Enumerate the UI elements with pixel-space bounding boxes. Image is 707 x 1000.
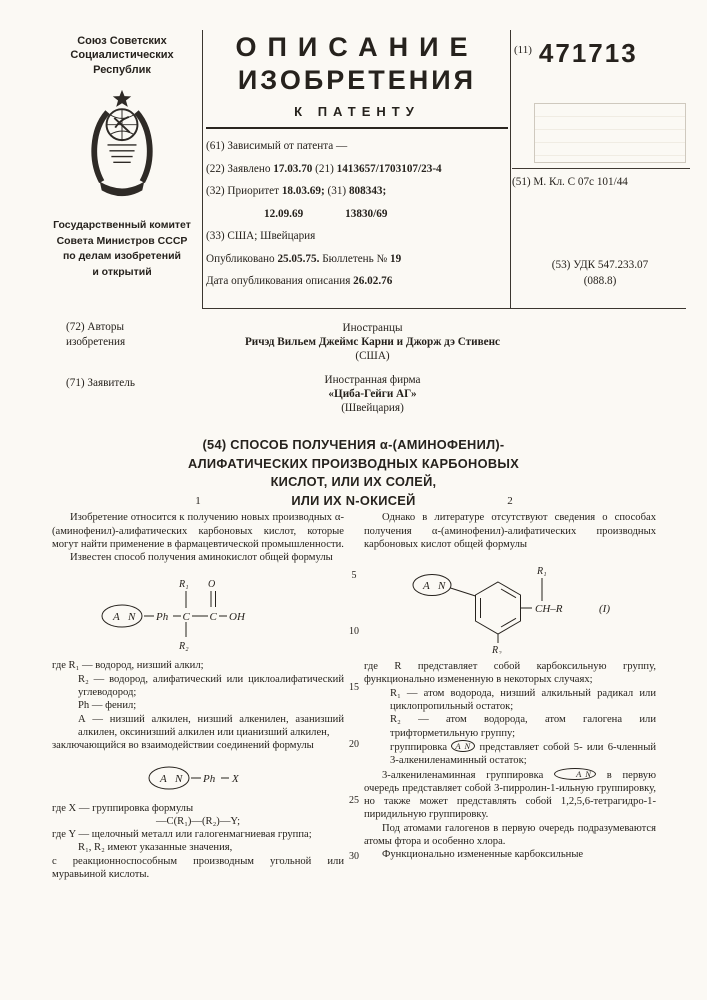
formula-r1-label: R₁	[536, 566, 547, 578]
formula-n-label: N	[127, 611, 135, 624]
biblio-text: Опубликовано	[206, 252, 278, 265]
definition-grouping	[364, 740, 656, 768]
formula-r1-label: R₁	[178, 579, 189, 591]
header-center-block	[206, 32, 508, 298]
biblio-value: 1413657/1703107/23-4	[336, 162, 442, 175]
line-number-20: 20	[349, 739, 359, 750]
biblio-text: (31)	[324, 185, 349, 197]
formula-c1-label: C	[182, 611, 190, 624]
authors-label: (72) Авторы изобретения	[66, 321, 126, 349]
body-column-2	[364, 495, 656, 862]
paragraph: Изобретение относится к получению новых производных α-(аминофенил)-алифатических карбоновых кислот, которые могут найти применение в фармацевтической промышленности.	[52, 512, 344, 550]
header-right-block	[514, 38, 690, 69]
formula-1-graphic	[96, 571, 301, 653]
ussr-emblem	[44, 87, 200, 206]
udk-line-1: (53) УДК 547.233.07	[551, 259, 649, 271]
stamp-box	[534, 103, 686, 163]
classification-line: (51) М. Кл. С 07с 101/44	[512, 168, 690, 188]
formula-r2-label: R₂	[178, 641, 189, 653]
biblio-row-32b	[206, 208, 508, 220]
formula-3-graphic	[403, 558, 618, 654]
udk-block	[514, 258, 686, 289]
chemical-formula-1	[52, 571, 344, 653]
formula-number-label: (I)	[598, 603, 610, 616]
biblio-text: (22) Заявлено	[206, 162, 274, 175]
line-number-15: 15	[349, 682, 359, 693]
applicant-name: «Циба-Гейги АГ»	[328, 388, 417, 400]
paragraph: с реакционноспособным производным угольной или муравьиной кислоты.	[52, 855, 344, 881]
paragraph	[364, 768, 656, 822]
a-n-oval-icon: A N	[554, 768, 596, 780]
formula-oh-label: OH	[228, 611, 245, 624]
biblio-text: (21)	[312, 162, 337, 175]
formula-n-label: N	[175, 772, 183, 785]
line-number-10: 10	[349, 626, 359, 637]
union-header-text: Союз Советских Социалистических Республик	[70, 35, 174, 76]
definition: где Y — щелочный металл или галогенмагниевая группа;	[52, 829, 312, 841]
biblio-row-61	[206, 140, 508, 152]
biblio-value: 18.03.69;	[281, 185, 325, 197]
header-divider-right	[510, 30, 511, 308]
authors-foreign-label: Иностранцы	[342, 322, 403, 334]
doc-type-line-2: ИЗОБРЕТЕНИЯ	[237, 65, 477, 95]
biblio-text: Бюллетень №	[319, 252, 391, 265]
definition: R₁ — атом водорода, низший алкильный радикал или циклопропильный остаток;	[390, 687, 656, 713]
biblio-text: (61) Зависимый от патента —	[206, 140, 348, 152]
applicant-country: (Швейцария)	[341, 402, 404, 414]
formula-ph-label: Ph	[203, 772, 216, 785]
applicant-label: (71) Заявитель	[66, 377, 135, 389]
header-left-block	[44, 34, 200, 281]
text-segment: группировка	[390, 741, 452, 753]
formula-inline: —C(R₁)—(R₂)—Y;	[155, 815, 241, 827]
paragraph: заключающийся во взаимодействии соединений формулы	[52, 740, 314, 752]
biblio-text: (32) Приоритет	[206, 185, 282, 197]
formula-a-label: A	[422, 580, 430, 593]
text-segment: 3-алкениленаминная группировка	[382, 769, 555, 781]
pub-number-value: 471713	[538, 38, 638, 68]
formula-a-label: A	[160, 772, 167, 785]
header-divider-left	[202, 30, 203, 308]
paragraph: Однако в литературе отсутствуют сведения о способах получения α-(аминофенил)-алифатических производных карбоновых кислот общей формулы	[364, 512, 656, 550]
biblio-value: 26.02.76	[353, 275, 393, 287]
paragraph: Функционально измененные карбоксильные	[382, 849, 584, 861]
definition: R₂ — атом водорода, атом галогена или трифторметильную группу;	[390, 714, 656, 739]
paragraph: где X — группировка формулы	[52, 802, 194, 814]
column-1-number: 1	[195, 495, 201, 507]
text-segment: представляет собой 5- или 6-членный 3-алкениленаминный остаток;	[390, 741, 656, 767]
paragraph: Под атомами галогенов в первую очередь подразумеваются атомы фтора и особенно хлора.	[364, 822, 656, 848]
biblio-value: 25.05.75.	[277, 252, 320, 265]
a-n-oval-icon: A N	[451, 740, 475, 752]
header-bottom-rule	[202, 308, 686, 309]
formula-2-graphic	[143, 760, 253, 796]
definition: Ph — фенил;	[78, 700, 137, 712]
chemical-formula-2	[52, 760, 344, 796]
udk-line-2: (088.8)	[583, 274, 617, 287]
paragraph: Известен способ получения аминокислот общей формулы	[70, 552, 333, 564]
formula-c2-label: C	[209, 611, 217, 624]
definition: R₁, R₂ имеют указанные значения,	[78, 842, 233, 854]
bibliographic-data	[206, 140, 508, 287]
definition: А — низший алкилен, низший алкенилен, азанизший алкилен, оксинизший алкилен или цианизший алкилен,	[78, 713, 344, 738]
line-number-5: 5	[351, 570, 357, 581]
biblio-value: 808343;	[348, 185, 387, 197]
ussr-emblem-graphic	[84, 87, 160, 201]
biblio-row-description-date	[206, 275, 508, 287]
biblio-value: 13830/69	[345, 207, 388, 220]
text-segment: в первую очередь представляет собой 3-пирролин-1-ильную группировку, но также может представлять собой 1,2,5,6-тетрагидро-1-пиридильную группировку.	[364, 769, 656, 821]
formula-r2-label: R₂	[491, 645, 502, 655]
invention-title: (54) СПОСОБ ПОЛУЧЕНИЯ α-(АМИНОФЕНИЛ)- АЛИФАТИЧЕСКИХ ПРОИЗВОДНЫХ КАРБОНОВЫХ КИСЛОТ, ИЛИ ИХ СОЛЕЙ, ИЛИ ИХ N-ОКИСЕЙ	[187, 437, 520, 508]
biblio-row-33	[206, 230, 508, 242]
definition: R₂ — водород, алифатический или циклоалифатический углеводород;	[78, 673, 344, 699]
definition: где R представляет собой карбоксильную группу, функционально измененную в некоторых случаях;	[364, 661, 656, 686]
authors-country: (США)	[355, 350, 390, 362]
applicant-intro: Иностранная фирма	[324, 374, 421, 386]
pub-number-code: (11)	[514, 44, 532, 56]
biblio-row-22	[206, 163, 508, 175]
biblio-value: 17.03.70	[273, 162, 313, 175]
formula-o-label: O	[207, 579, 215, 591]
formula-x-label: X	[232, 772, 239, 785]
biblio-row-32	[206, 185, 508, 197]
formula-chr-label: CH–R	[534, 603, 562, 616]
formula-ph-label: Ph	[155, 611, 168, 624]
biblio-text: (33) США; Швейцария	[206, 230, 316, 242]
line-number-25: 25	[349, 795, 359, 806]
formula-a-label: A	[112, 611, 120, 624]
authors-names: Ричэд Вильем Джеймс Карни и Джорж дэ Стивенс	[244, 336, 501, 348]
biblio-text: Дата опубликования описания	[206, 275, 354, 287]
column-2-number: 2	[507, 495, 513, 507]
body-column-1	[52, 495, 344, 881]
committee-text: Государственный комитет Совета Министров СССР по делам изобретений и открытий	[53, 218, 191, 279]
doc-type-line-1: ОПИСАНИЕ	[235, 32, 479, 62]
line-number-30: 30	[349, 851, 359, 862]
formula-n-label: N	[437, 580, 445, 593]
definition: где R₁ — водород, низший алкил;	[52, 660, 204, 672]
chemical-formula-3	[364, 558, 656, 654]
biblio-row-published	[206, 253, 508, 265]
doc-subtype: К ПАТЕНТУ	[206, 104, 508, 129]
biblio-value: 19	[390, 252, 402, 265]
biblio-value: 12.09.69	[264, 207, 304, 220]
